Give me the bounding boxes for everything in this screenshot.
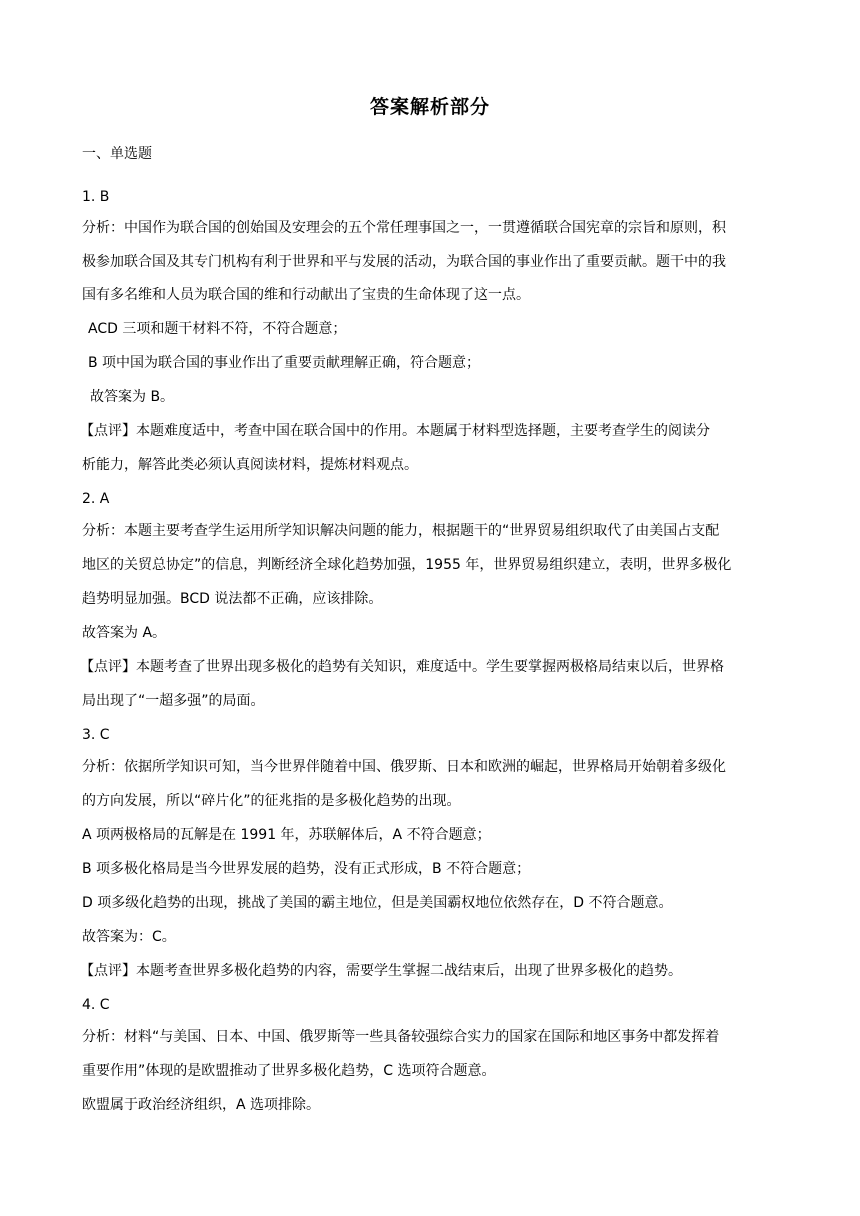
q1-option-acd: ACD 三项和题干材料不符，不符合题意； bbox=[88, 321, 347, 337]
page-title: 答案解析部分 bbox=[369, 96, 490, 118]
q4-analysis-line-2: 重要作用”体现的是欧盟推动了世界多极化趋势，C 选项符合题意。 bbox=[82, 1063, 496, 1079]
q1-analysis-line-2: 极参加联合国及其专门机构有利于世界和平与发展的活动，为联合国的事业作出了重要贡献。题干中的我 bbox=[82, 254, 726, 270]
q3-analysis-line-1: 分析：依据所学知识可知，当今世界伴随着中国、俄罗斯、日本和欧洲的崛起，世界格局开始朝着多级化 bbox=[82, 759, 726, 775]
q1-analysis-line-1: 分析：中国作为联合国的创始国及安理会的五个常任理事国之一，一贯遵循联合国宪章的宗旨和原则，积 bbox=[82, 220, 726, 236]
q1-answer: 1. B bbox=[82, 189, 110, 205]
q1-conclusion: 故答案为 B。 bbox=[90, 389, 175, 405]
q2-analysis-line-1: 分析：本题主要考查学生运用所学知识解决问题的能力，根据题干的“世界贸易组织取代了由美国占支配 bbox=[82, 523, 720, 539]
q2-comment-line-1: 【点评】本题考查了世界出现多极化的趋势有关知识，难度适中。学生要掌握两极格局结束以后，世界格 bbox=[80, 659, 724, 675]
q4-answer: 4. C bbox=[82, 997, 110, 1013]
q3-analysis-line-2: 的方向发展，所以“碎片化”的征兆指的是多极化趋势的出现。 bbox=[82, 793, 461, 809]
q2-answer: 2. A bbox=[82, 491, 110, 507]
q1-comment-line-2: 析能力，解答此类必须认真阅读材料，提炼材料观点。 bbox=[82, 457, 418, 473]
q1-option-b: B 项中国为联合国的事业作出了重要贡献理解正确，符合题意； bbox=[88, 355, 481, 371]
q3-answer: 3. C bbox=[82, 727, 110, 743]
q1-analysis-line-3: 国有多名维和人员为联合国的维和行动献出了宝贵的生命体现了这一点。 bbox=[82, 287, 530, 303]
q4-analysis-line-1: 分析：材料“与美国、日本、中国、俄罗斯等一些具备较强综合实力的国家在国际和地区事务中都发挥着 bbox=[82, 1029, 720, 1045]
q3-comment: 【点评】本题考查世界多极化趋势的内容，需要学生掌握二战结束后，出现了世界多极化的趋势。 bbox=[80, 963, 682, 979]
q2-analysis-line-3: 趋势明显加强。BCD 说法都不正确，应该排除。 bbox=[82, 591, 383, 607]
q3-option-d: D 项多级化趋势的出现，挑战了美国的霸主地位，但是美国霸权地位依然存在，D 不符合题意。 bbox=[82, 895, 673, 911]
q2-comment-line-2: 局出现了“一超多强”的局面。 bbox=[82, 693, 265, 709]
q2-conclusion: 故答案为 A。 bbox=[82, 625, 167, 641]
q3-option-a: A 项两极格局的瓦解是在 1991 年，苏联解体后，A 不符合题意； bbox=[82, 827, 491, 843]
q1-comment-line-1: 【点评】本题难度适中，考查中国在联合国中的作用。本题属于材料型选择题，主要考查学生的阅读分 bbox=[80, 423, 710, 439]
q3-conclusion: 故答案为：C。 bbox=[82, 929, 176, 945]
q2-analysis-line-2: 地区的关贸总协定”的信息，判断经济全球化趋势加强，1955 年，世界贸易组织建立，表明，世界多极化 bbox=[82, 557, 732, 573]
section-heading: 一、单选题 bbox=[82, 146, 152, 162]
q3-option-b: B 项多极化格局是当今世界发展的趋势，没有正式形成，B 不符合题意； bbox=[82, 861, 531, 877]
q4-option-a: 欧盟属于政治经济组织，A 选项排除。 bbox=[82, 1097, 321, 1113]
